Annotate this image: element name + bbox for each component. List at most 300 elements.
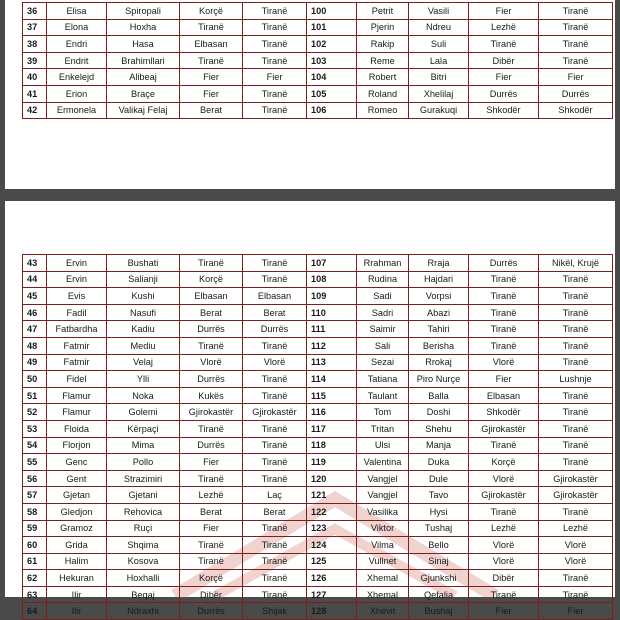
row-number-cell: 44 [23, 271, 47, 288]
row-number-cell: 110 [307, 304, 357, 321]
table-cell: Gurakuqi [409, 102, 469, 119]
table-cell: Elbasan [180, 36, 243, 53]
table-row [23, 553, 613, 570]
table-row [23, 52, 613, 69]
table-cell: Hasa [107, 36, 180, 53]
table-row [23, 371, 613, 388]
table-cell: Golemi [107, 404, 180, 421]
row-number-cell: 104 [307, 69, 357, 86]
table-cell: Endrit [47, 52, 107, 69]
table-cell: Berat [180, 102, 243, 119]
table-cell: Vorpsi [409, 288, 469, 305]
table-cell: Tiranë [539, 36, 613, 53]
table-cell: Tiranë [539, 437, 613, 454]
table-cell: Gjirokastër [539, 487, 613, 504]
table-cell: Gjunkshi [409, 570, 469, 587]
table-cell: Tiranë [180, 470, 243, 487]
table-cell: Korçë [180, 570, 243, 587]
table-cell: Vlorë [539, 553, 613, 570]
table-cell: Gjetani [107, 487, 180, 504]
row-number-cell: 43 [23, 255, 47, 272]
table-cell: Vasili [409, 3, 469, 20]
table-cell: Tatiana [357, 371, 409, 388]
row-number-cell: 53 [23, 420, 47, 437]
table-cell: Ylli [107, 371, 180, 388]
table-cell: Salianji [107, 271, 180, 288]
row-number-cell: 116 [307, 404, 357, 421]
row-number-cell: 118 [307, 437, 357, 454]
table-cell: Tushaj [409, 520, 469, 537]
table-row [23, 454, 613, 471]
row-number-cell: 48 [23, 337, 47, 354]
row-number-cell: 38 [23, 36, 47, 53]
table-cell: Vlorë [539, 537, 613, 554]
table-cell: Tiranë [539, 404, 613, 421]
table-cell: Gent [47, 470, 107, 487]
table-cell: Xhemal [357, 586, 409, 603]
table-row [23, 586, 613, 603]
table-cell: Nikël, Krujë [539, 255, 613, 272]
row-number-cell: 39 [23, 52, 47, 69]
table-cell: Abazi [409, 304, 469, 321]
table-cell: Berat [180, 503, 243, 520]
table-cell: Tiranë [243, 337, 307, 354]
table-cell: Gjirokastër [539, 470, 613, 487]
table-cell: Fidel [47, 371, 107, 388]
table-cell: Fier [469, 3, 539, 20]
table-cell: Tiranë [243, 454, 307, 471]
table-cell: Laç [243, 487, 307, 504]
table-cell: Tiranë [180, 537, 243, 554]
table-cell: Gjirokastër [469, 420, 539, 437]
table-cell: Fatbardha [47, 321, 107, 338]
table-row [23, 19, 613, 36]
table-cell: Shijak [243, 603, 307, 620]
table-row [23, 288, 613, 305]
row-number-cell: 115 [307, 387, 357, 404]
table-cell: Tiranë [243, 102, 307, 119]
roster-table-bottom [22, 254, 613, 620]
table-cell: Elbasan [469, 387, 539, 404]
table-cell: Petrit [357, 3, 409, 20]
table-cell: Ulsi [357, 437, 409, 454]
row-number-cell: 126 [307, 570, 357, 587]
table-row [23, 404, 613, 421]
table-cell: Gjirokastër [243, 404, 307, 421]
table-cell: Tavo [409, 487, 469, 504]
table-cell: Fier [180, 85, 243, 102]
table-cell: Hekuran [47, 570, 107, 587]
table-row [23, 255, 613, 272]
table-cell: Tiranë [243, 420, 307, 437]
row-number-cell: 101 [307, 19, 357, 36]
table-cell: Kërpaçi [107, 420, 180, 437]
table-row [23, 570, 613, 587]
table-cell: Brahimllari [107, 52, 180, 69]
table-cell: Lezhë [539, 520, 613, 537]
table-cell: Tiranë [539, 420, 613, 437]
table-cell: Ervin [47, 271, 107, 288]
table-cell: Kadiu [107, 321, 180, 338]
table-cell: Tiranë [243, 52, 307, 69]
table-cell: Nasufi [107, 304, 180, 321]
table-cell: Fier [469, 603, 539, 620]
table-cell: Tiranë [469, 271, 539, 288]
table-cell: Vlorë [469, 553, 539, 570]
table-cell: Flamur [47, 404, 107, 421]
table-cell: Kukës [180, 387, 243, 404]
table-cell: Durrës [180, 437, 243, 454]
table-cell: Shkodër [469, 102, 539, 119]
table-cell: Rrahman [357, 255, 409, 272]
table-cell: Rraja [409, 255, 469, 272]
table-cell: Vangjel [357, 487, 409, 504]
table-cell: Sadi [357, 288, 409, 305]
table-cell: Ruçi [107, 520, 180, 537]
table-cell: Romeo [357, 102, 409, 119]
row-number-cell: 111 [307, 321, 357, 338]
table-cell: Robert [357, 69, 409, 86]
row-number-cell: 36 [23, 3, 47, 20]
table-cell: Tiranë [180, 255, 243, 272]
table-cell: Gramoz [47, 520, 107, 537]
table-cell: Vilma [357, 537, 409, 554]
row-number-cell: 128 [307, 603, 357, 620]
table-cell: Lushnje [539, 371, 613, 388]
table-cell: Tiranë [243, 570, 307, 587]
table-cell: Fier [539, 69, 613, 86]
row-number-cell: 106 [307, 102, 357, 119]
table-cell: Tiranë [469, 503, 539, 520]
table-cell: Hajdari [409, 271, 469, 288]
table-cell: Bushati [107, 255, 180, 272]
table-cell: Endri [47, 36, 107, 53]
table-cell: Valentina [357, 454, 409, 471]
table-cell: Fier [469, 371, 539, 388]
table-cell: Tiranë [243, 586, 307, 603]
table-cell: Vangjel [357, 470, 409, 487]
table-cell: Tahiri [409, 321, 469, 338]
table-cell: Tiranë [469, 288, 539, 305]
table-cell: Rakip [357, 36, 409, 53]
table-cell: Berisha [409, 337, 469, 354]
table-cell: Tiranë [243, 437, 307, 454]
table-cell: Spiropali [107, 3, 180, 20]
table-row [23, 102, 613, 119]
table-cell: Elona [47, 19, 107, 36]
row-number-cell: 37 [23, 19, 47, 36]
table-cell: Tiranë [469, 337, 539, 354]
table-cell: Sali [357, 337, 409, 354]
table-cell: Dibër [469, 570, 539, 587]
table-cell: Valikaj Felaj [107, 102, 180, 119]
row-number-cell: 121 [307, 487, 357, 504]
table-row [23, 437, 613, 454]
table-cell: Reme [357, 52, 409, 69]
row-number-cell: 122 [307, 503, 357, 520]
row-number-cell: 112 [307, 337, 357, 354]
table-cell: Fatmir [47, 354, 107, 371]
table-cell: Tiranë [469, 36, 539, 53]
table-cell: Berat [243, 503, 307, 520]
table-row [23, 503, 613, 520]
table-cell: Rehovica [107, 503, 180, 520]
table-row [23, 337, 613, 354]
table-cell: Korçë [180, 271, 243, 288]
table-cell: Gjirokastër [469, 487, 539, 504]
row-number-cell: 114 [307, 371, 357, 388]
row-number-cell: 109 [307, 288, 357, 305]
table-cell: Tiranë [539, 354, 613, 371]
table-cell: Hysi [409, 503, 469, 520]
table-cell: Doshi [409, 404, 469, 421]
table-cell: Elisa [47, 3, 107, 20]
table-cell: Tiranë [539, 387, 613, 404]
row-number-cell: 41 [23, 85, 47, 102]
table-cell: Evis [47, 288, 107, 305]
table-cell: Tiranë [539, 586, 613, 603]
table-cell: Braçe [107, 85, 180, 102]
table-cell: Fier [469, 69, 539, 86]
table-cell: Velaj [107, 354, 180, 371]
row-number-cell: 55 [23, 454, 47, 471]
table-cell: Alibeaj [107, 69, 180, 86]
table-cell: Tiranë [243, 85, 307, 102]
table-row [23, 3, 613, 20]
table-cell: Durrës [539, 85, 613, 102]
table-cell: Tiranë [539, 454, 613, 471]
row-number-cell: 127 [307, 586, 357, 603]
table-cell: Tiranë [243, 371, 307, 388]
row-number-cell: 113 [307, 354, 357, 371]
document-page-bottom [5, 201, 615, 617]
table-cell: Tiranë [243, 537, 307, 554]
row-number-cell: 62 [23, 570, 47, 587]
table-cell: Korçë [180, 3, 243, 20]
table-cell: Dule [409, 470, 469, 487]
table-row [23, 387, 613, 404]
table-cell: Piro Nurçe [409, 371, 469, 388]
table-cell: Fier [180, 454, 243, 471]
table-cell: Tiranë [539, 337, 613, 354]
row-number-cell: 107 [307, 255, 357, 272]
table-row [23, 85, 613, 102]
table-cell: Elbasan [243, 288, 307, 305]
table-cell: Taulant [357, 387, 409, 404]
table-row [23, 603, 613, 620]
row-number-cell: 46 [23, 304, 47, 321]
table-cell: Erion [47, 85, 107, 102]
table-row [23, 36, 613, 53]
table-cell: Durrës [180, 321, 243, 338]
table-cell: Tiranë [180, 52, 243, 69]
row-number-cell: 59 [23, 520, 47, 537]
table-cell: Hoxha [107, 19, 180, 36]
table-cell: Gjirokastër [180, 404, 243, 421]
table-cell: Fier [243, 69, 307, 86]
table-cell: Tiranë [539, 271, 613, 288]
table-cell: Manja [409, 437, 469, 454]
table-row [23, 354, 613, 371]
table-cell: Xhemal [357, 570, 409, 587]
row-number-cell: 123 [307, 520, 357, 537]
table-cell: Tiranë [469, 321, 539, 338]
table-cell: Ervin [47, 255, 107, 272]
table-cell: Gjetan [47, 487, 107, 504]
row-number-cell: 40 [23, 69, 47, 86]
table-cell: Fier [180, 69, 243, 86]
table-cell: Xhelilaj [409, 85, 469, 102]
table-cell: Floida [47, 420, 107, 437]
table-cell: Pollo [107, 454, 180, 471]
table-cell: Tiranë [469, 304, 539, 321]
row-number-cell: 57 [23, 487, 47, 504]
table-row [23, 487, 613, 504]
table-cell: Suli [409, 36, 469, 53]
table-cell: Ilir [47, 586, 107, 603]
table-cell: Florjon [47, 437, 107, 454]
table-cell: Pjerin [357, 19, 409, 36]
roster-table-top [22, 2, 613, 119]
row-number-cell: 119 [307, 454, 357, 471]
table-cell: Fatmir [47, 337, 107, 354]
table-cell: Tiranë [180, 19, 243, 36]
table-cell: Vlorë [469, 354, 539, 371]
table-cell: Tiranë [539, 288, 613, 305]
table-cell: Fier [539, 603, 613, 620]
row-number-cell: 45 [23, 288, 47, 305]
row-number-cell: 56 [23, 470, 47, 487]
table-cell: Qefalia [409, 586, 469, 603]
table-cell: Tiranë [243, 470, 307, 487]
table-cell: Tiranë [469, 586, 539, 603]
table-cell: Vlorë [243, 354, 307, 371]
table-cell: Dibër [180, 586, 243, 603]
table-cell: Bushaj [409, 603, 469, 620]
table-cell: Duka [409, 454, 469, 471]
table-cell: Tiranë [180, 420, 243, 437]
table-cell: Sinaj [409, 553, 469, 570]
table-row [23, 470, 613, 487]
table-cell: Balla [409, 387, 469, 404]
table-cell: Grida [47, 537, 107, 554]
table-cell: Rrokaj [409, 354, 469, 371]
row-number-cell: 102 [307, 36, 357, 53]
table-cell: Bello [409, 537, 469, 554]
table-cell: Durrës [243, 321, 307, 338]
table-row [23, 537, 613, 554]
table-cell: Fier [180, 520, 243, 537]
table-cell: Halim [47, 553, 107, 570]
table-cell: Genc [47, 454, 107, 471]
row-number-cell: 103 [307, 52, 357, 69]
row-number-cell: 105 [307, 85, 357, 102]
table-row [23, 69, 613, 86]
table-cell: Noka [107, 387, 180, 404]
row-number-cell: 50 [23, 371, 47, 388]
table-cell: Durrës [180, 603, 243, 620]
document-page-top [5, 0, 615, 189]
table-cell: Tritan [357, 420, 409, 437]
row-number-cell: 108 [307, 271, 357, 288]
table-cell: Tiranë [180, 553, 243, 570]
table-cell: Tiranë [539, 52, 613, 69]
table-cell: Tiranë [539, 3, 613, 20]
table-cell: Xhevit [357, 603, 409, 620]
table-cell: Hoxhalli [107, 570, 180, 587]
table-cell: Ermonela [47, 102, 107, 119]
table-cell: Rudina [357, 271, 409, 288]
table-cell: Durrës [469, 255, 539, 272]
table-cell: Tiranë [243, 3, 307, 20]
row-number-cell: 117 [307, 420, 357, 437]
table-cell: Tiranë [243, 36, 307, 53]
table-cell: Tiranë [243, 387, 307, 404]
table-cell: Kushi [107, 288, 180, 305]
table-cell: Vlorë [469, 470, 539, 487]
row-number-cell: 63 [23, 586, 47, 603]
table-cell: Tiranë [243, 520, 307, 537]
table-cell: Ilir [47, 603, 107, 620]
table-cell: Tiranë [539, 19, 613, 36]
row-number-cell: 51 [23, 387, 47, 404]
table-cell: Ndreu [409, 19, 469, 36]
table-cell: Tiranë [180, 337, 243, 354]
table-cell: Kosova [107, 553, 180, 570]
table-cell: Korçë [469, 454, 539, 471]
table-cell: Dibër [469, 52, 539, 69]
table-cell: Tiranë [243, 271, 307, 288]
table-cell: Gledjon [47, 503, 107, 520]
table-cell: Lezhë [469, 520, 539, 537]
table-cell: Viktor [357, 520, 409, 537]
table-cell: Shkodër [539, 102, 613, 119]
table-cell: Tiranë [243, 553, 307, 570]
table-cell: Sezai [357, 354, 409, 371]
table-cell: Mediu [107, 337, 180, 354]
table-cell: Vlorë [469, 537, 539, 554]
row-number-cell: 58 [23, 503, 47, 520]
table-cell: Berat [243, 304, 307, 321]
row-number-cell: 52 [23, 404, 47, 421]
table-cell: Tiranë [539, 304, 613, 321]
row-number-cell: 49 [23, 354, 47, 371]
row-number-cell: 54 [23, 437, 47, 454]
row-number-cell: 125 [307, 553, 357, 570]
row-number-cell: 64 [23, 603, 47, 620]
table-cell: Shqima [107, 537, 180, 554]
table-cell: Roland [357, 85, 409, 102]
table-row [23, 304, 613, 321]
table-cell: Durrës [180, 371, 243, 388]
row-number-cell: 42 [23, 102, 47, 119]
table-cell: Tiranë [243, 19, 307, 36]
table-cell: Lezhë [180, 487, 243, 504]
row-number-cell: 124 [307, 537, 357, 554]
table-cell: Lezhë [469, 19, 539, 36]
table-cell: Fadil [47, 304, 107, 321]
table-cell: Shkodër [469, 404, 539, 421]
table-row [23, 321, 613, 338]
table-cell: Durrës [469, 85, 539, 102]
row-number-cell: 47 [23, 321, 47, 338]
table-cell: Tiranë [539, 570, 613, 587]
table-cell: Tiranë [243, 255, 307, 272]
row-number-cell: 120 [307, 470, 357, 487]
row-number-cell: 60 [23, 537, 47, 554]
table-cell: Bitri [409, 69, 469, 86]
table-cell: Sadri [357, 304, 409, 321]
